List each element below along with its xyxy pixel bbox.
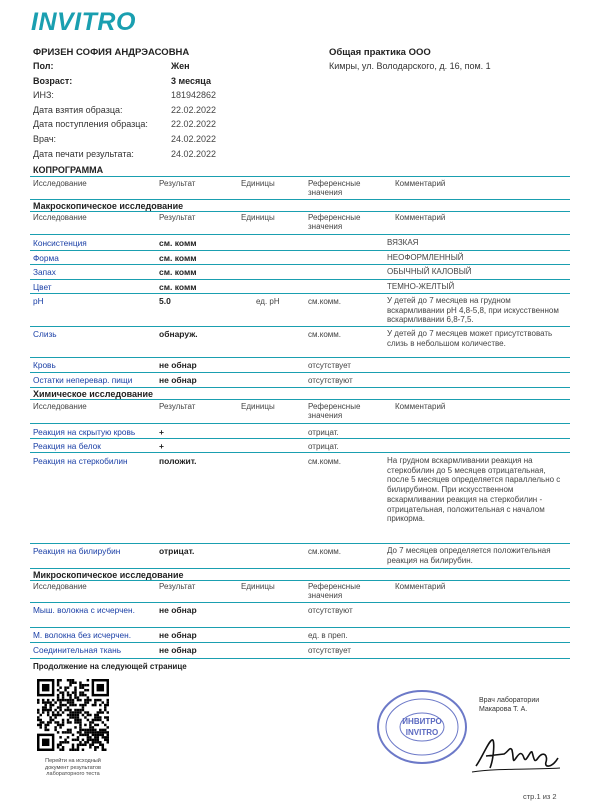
row-label: Остатки неперевар. пищи [33, 375, 133, 385]
divider [30, 372, 570, 373]
row-result: не обнар [159, 630, 197, 640]
column-header-reference: Референсные [308, 402, 361, 411]
row-label: pH [33, 296, 44, 306]
divider [30, 264, 570, 265]
column-header-units: Единицы [241, 213, 275, 222]
column-header-test: Исследование [33, 213, 87, 222]
row-label: М. волокна без исчерчен. [33, 630, 132, 640]
row-reference: см.комм. [308, 547, 341, 556]
section-title-macro: Макроскопическое исследование [33, 201, 184, 211]
row-result: не обнар [159, 605, 197, 615]
divider [30, 199, 570, 200]
divider [30, 250, 570, 251]
column-header-comment: Комментарий [395, 179, 446, 188]
row-reference: отсутствуют [308, 606, 353, 615]
signer-role: Врач лаборатории [479, 697, 540, 704]
patient-name: ФРИЗЕН СОФИЯ АНДРЭАСОВНА [33, 47, 190, 58]
row-comment: ОБЫЧНЫЙ КАЛОВЫЙ [387, 267, 472, 276]
qr-caption: Перейти на исходный документ результатов лабораторного теста [45, 758, 101, 777]
column-header-units: Единицы [241, 179, 275, 188]
column-header-units: Единицы [241, 582, 275, 591]
row-result: обнаруж. [159, 329, 198, 339]
divider [30, 279, 570, 280]
row-reference: отсутствует [308, 361, 351, 370]
invitro-logo: INVITRO [31, 8, 136, 36]
patient-field-value: 181942862 [171, 90, 217, 101]
patient-field-value: 22.02.2022 [171, 104, 217, 115]
row-label: Форма [33, 253, 59, 263]
divider [30, 580, 570, 581]
column-header-result: Результат [159, 402, 196, 411]
patient-field-label: Врач: [33, 134, 57, 144]
patient-field-label: Дата взятия образца: [33, 104, 123, 115]
row-result: см. комм [159, 282, 197, 292]
patient-field-label: Пол: [33, 61, 54, 71]
signer [479, 696, 539, 714]
row-label: Реакция на белок [33, 441, 101, 451]
divider [30, 326, 570, 327]
column-header-comment: Комментарий [395, 213, 446, 222]
row-reference: отсутствуют [308, 376, 353, 385]
patient-field-label: ИНЗ: [33, 90, 54, 101]
row-result: отрицат. [159, 546, 195, 556]
row-reference: см.комм. [308, 457, 341, 466]
row-reference: отрицат. [308, 428, 339, 437]
row-result: см. комм [159, 267, 197, 277]
divider [30, 627, 570, 628]
row-label: Соединительная ткань [33, 645, 122, 655]
row-reference: отрицат. [308, 442, 339, 451]
column-header-reference-2: значения [308, 222, 343, 231]
column-header-comment: Комментарий [395, 402, 446, 411]
patient-field-value: Жен [171, 61, 190, 71]
clinic-name: Общая практика ООО [329, 47, 431, 58]
divider [30, 234, 570, 235]
patient-field-value: 3 месяца [171, 75, 211, 86]
row-result: + [159, 441, 164, 451]
divider [30, 568, 570, 569]
divider [30, 543, 570, 544]
row-result: + [159, 427, 164, 437]
section-title-chem: Химическое исследование [33, 389, 153, 399]
patient-field-label: Дата поступления образца: [33, 119, 148, 130]
divider [30, 211, 570, 212]
row-reference: отсутствует [308, 646, 351, 655]
row-comment: НЕОФОРМЛЕННЫЙ [387, 253, 464, 262]
divider [30, 399, 570, 400]
divider [30, 602, 570, 603]
continuation-note: Продолжение на следующей странице [33, 662, 187, 671]
row-result: см. комм [159, 238, 197, 248]
row-reference: см.комм. [308, 297, 341, 306]
row-comment: ВЯЗКАЯ [387, 238, 419, 247]
patient-field-value: 24.02.2022 [171, 148, 217, 159]
qr-code[interactable] [37, 679, 109, 751]
row-reference: см.комм. [308, 330, 341, 339]
divider [30, 293, 570, 294]
row-result: положит. [159, 456, 197, 466]
row-label: Консистенция [33, 238, 87, 248]
row-reference: ед. в преп. [308, 631, 348, 640]
clinic-address: Кимры, ул. Володарского, д. 16, пом. 1 [329, 61, 491, 71]
column-header-reference: Референсные [308, 582, 361, 591]
column-header-result: Результат [159, 179, 196, 188]
row-result: не обнар [159, 645, 197, 655]
column-header-reference-2: значения [308, 591, 343, 600]
column-header-reference-2: значения [308, 411, 343, 420]
row-comment: У детей до 7 месяцев на грудном вскармливании pH 4,8-5,8, при искусственном вскармливании 6,8-7,5. [387, 296, 559, 325]
divider [30, 642, 570, 643]
row-label: Слизь [33, 329, 57, 339]
row-unit: ед. pH [256, 297, 280, 306]
row-comment: У детей до 7 месяцев может присутствовать слизь в небольшом количестве. [387, 329, 553, 348]
row-result: см. комм [159, 253, 197, 263]
patient-field-label: Возраст: [33, 75, 73, 86]
row-label: Кровь [33, 360, 56, 370]
patient-field-value: 24.02.2022 [171, 134, 217, 144]
row-label: Реакция на стеркобилин [33, 456, 128, 466]
row-label: Реакция на скрытую кровь [33, 427, 136, 437]
signer-name: Макарова Т. А. [479, 706, 528, 713]
svg-text:ИНВИТРО: ИНВИТРО [402, 717, 442, 726]
column-header-reference-2: значения [308, 188, 343, 197]
column-header-test: Исследование [33, 179, 87, 188]
divider [30, 438, 570, 439]
divider [30, 176, 570, 177]
row-label: Цвет [33, 282, 52, 292]
row-comment: До 7 месяцев определяется положительная реакция на билирубин. [387, 546, 551, 565]
row-result: не обнар [159, 360, 197, 370]
column-header-comment: Комментарий [395, 582, 446, 591]
column-header-result: Результат [159, 213, 196, 222]
patient-field-value: 22.02.2022 [171, 119, 217, 130]
column-header-test: Исследование [33, 402, 87, 411]
lab-stamp [375, 688, 470, 766]
divider [30, 357, 570, 358]
svg-text:INVITRO: INVITRO [405, 728, 439, 737]
page-number: стр.1 из 2 [523, 792, 557, 801]
divider [30, 452, 570, 453]
column-header-reference: Референсные [308, 213, 361, 222]
patient-field-label: Дата печати результата: [33, 148, 134, 159]
row-result: 5.0 [159, 296, 171, 306]
row-label: Мыш. волокна с исчерчен. [33, 605, 135, 615]
row-comment: На грудном вскармливании реакция на стеркобилин до 5 месяцев отрицательная, после 5 месяцев определяется параллельно с билирубином. При искусственном вскармливании реакция на стеркобилин - отрицательная, положительная с началом прикорма. [387, 456, 561, 524]
divider [30, 423, 570, 424]
column-header-reference: Референсные [308, 179, 361, 188]
column-header-test: Исследование [33, 582, 87, 591]
row-comment: ТЕМНО-ЖЕЛТЫЙ [387, 282, 455, 291]
row-label: Реакция на билирубин [33, 546, 121, 556]
report-title: КОПРОГРАММА [33, 165, 104, 175]
row-label: Запах [33, 267, 56, 277]
signature [468, 728, 564, 776]
divider [30, 387, 570, 388]
section-title-micro: Микроскопическое исследование [33, 570, 184, 580]
row-result: не обнар [159, 375, 197, 385]
column-header-result: Результат [159, 582, 196, 591]
divider [30, 658, 570, 659]
column-header-units: Единицы [241, 402, 275, 411]
